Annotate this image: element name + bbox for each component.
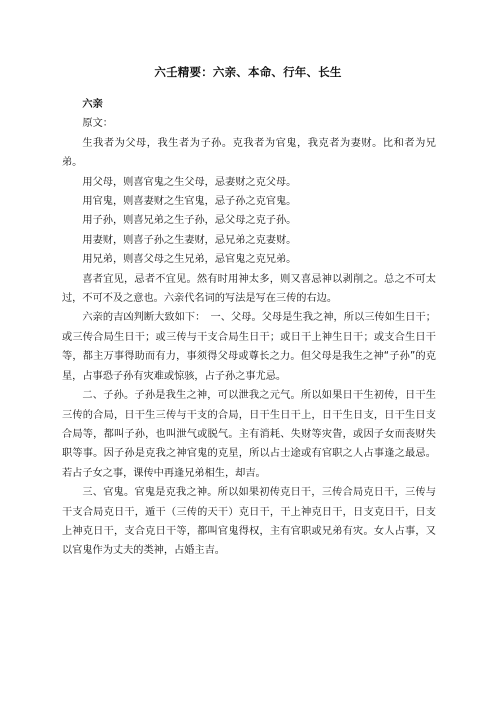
paragraph: 六亲的吉凶判断大致如下： 一、父母。父母是生我之神，所以三传如生日干；或三传合局生日干；或三传与干支合局生日干；或日干上神生日干；或支合生日干等，都主万事得助而有力，事须得父母或尊长之力。但父母是我生之神“子孙”的克星，占事恐子孙有灾难或惊骇，占子孙之事尤忌。: [62, 312, 436, 382]
paragraph: 用兄弟，则喜父母之生兄弟，忌官鬼之克兄弟。: [82, 254, 297, 266]
paragraph: 生我者为父母，我生者为子孙。克我者为官鬼，我克者为妻财。比和者为兄弟。: [62, 137, 436, 169]
source-label: 原文：: [82, 118, 113, 130]
paragraph: 用子孙，则喜兄弟之生子孙，忌父母之克子孙。: [82, 215, 297, 227]
document-body: [62, 95, 436, 561]
paragraph: 用官鬼，则喜妻财之生官鬼，忌子孙之克官鬼。: [82, 196, 297, 208]
paragraph: 用父母，则喜官鬼之生父母，忌妻财之克父母。: [82, 176, 297, 188]
paragraph: 三、官鬼。官鬼是克我之神。所以如果初传克日干，三传合局克日干，三传与干支合局克日干，遁干（三传的天干）克日干，干上神克日干，日支克日干，日支上神克日干，支合克日干等，都叫官鬼得权，主有官职或兄弟有灾。女人占事，又以官鬼作为丈夫的类神，占婚主吉。: [62, 487, 436, 557]
paragraph: 二、子孙。子孙是我生之神，可以泄我之元气。所以如果日干生初传，日干生三传的合局，日干生三传与干支的合局，日干生日干上，日干生日支，日干生日支合局等，都叫子孙，也叫泄气或脱气。主有消耗、失财等灾眚，或因子女而丧财失职等事。因子孙是克我之神官鬼的克星，所以占士途或有官职之人占事逢之最忌。若占子女之事，课传中再逢兄弟相生，却吉。: [62, 390, 436, 479]
document-title: 六壬精要：六亲、本命、行年、长生: [154, 65, 342, 79]
section-heading: 六亲: [82, 99, 103, 110]
paragraph: 喜者宜见，忌者不宜见。然有时用神太多，则又喜忌神以剥削之。总之不可太过，不可不及之意也。六亲代名词的写法是写在三传的右边。: [62, 273, 436, 305]
paragraph: 用妻财，则喜子孙之生妻财，忌兄弟之克妻财。: [82, 234, 297, 246]
